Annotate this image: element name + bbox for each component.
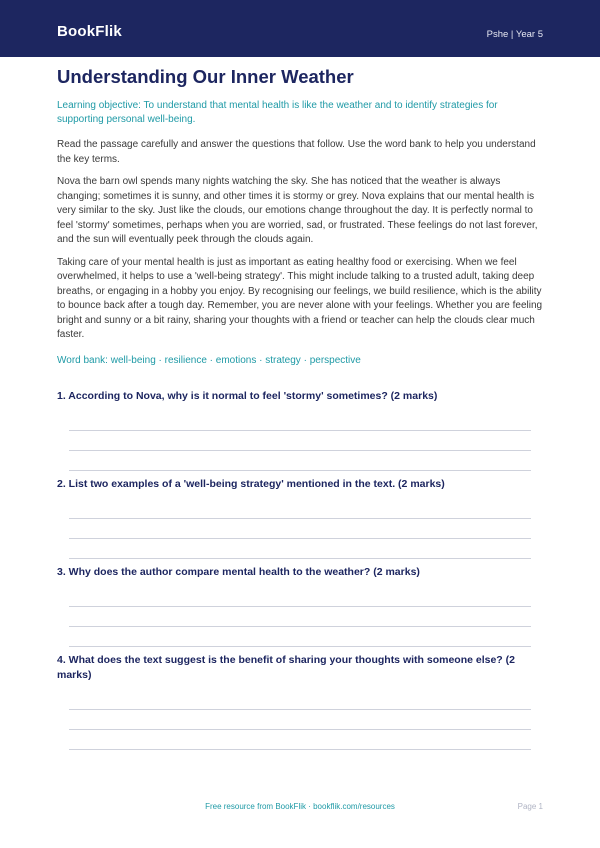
instructions: Read the passage carefully and answer the questions that follow. Use the word bank to help you understand the key terms.	[57, 139, 536, 165]
answer-line[interactable]	[69, 626, 531, 627]
answer-line[interactable]	[69, 538, 531, 539]
answer-line[interactable]	[69, 430, 531, 431]
subject-year-label: Pshe | Year 5	[486, 29, 543, 40]
word-bank: Word bank: well-being · resilience · emotions · strategy · perspective	[57, 354, 361, 366]
brand-logo: BookFlik	[57, 23, 122, 40]
question-3: 3. Why does the author compare mental health to the weather? (2 marks)	[57, 565, 420, 578]
passage-paragraph-2: Taking care of your mental health is just as important as eating healthy food or exercising. When we feel overwhelmed, it helps to use a 'well-being strategy'. This might include talking to a trusted adult, taking deep breaths, or engaging in a hobby you enjoy. By recognising our feelings, we build resilience, which is the ability to bounce back after a tough day. Remember, you are never alone with your feelings. Whether you are feeling bright and sunny or a bit rainy, sharing your thoughts with a friend or teacher can help the clouds clear much faster.	[57, 256, 543, 340]
page-number: Page 1	[517, 802, 543, 811]
answer-line[interactable]	[69, 450, 531, 451]
answer-line[interactable]	[69, 729, 531, 730]
answer-line[interactable]	[69, 606, 531, 607]
header-bar	[0, 0, 600, 57]
answer-line[interactable]	[69, 709, 531, 710]
answer-lines-1	[69, 430, 531, 471]
question-2: 2. List two examples of a 'well-being strategy' mentioned in the text. (2 marks)	[57, 477, 445, 490]
question-1: 1. According to Nova, why is it normal to feel 'stormy' sometimes? (2 marks)	[57, 389, 438, 402]
answer-line[interactable]	[69, 749, 531, 750]
passage-paragraph-1: Nova the barn owl spends many nights watching the sky. She has noticed that the weather is always changing; sometimes it is sunny, and other times it is stormy or grey. Nova explains that our mental health is very similar to the sky. Just like the clouds, our emotions change throughout the day. It is perfectly normal to feel 'stormy' sometimes, perhaps when you are worried, sad, or frustrated. These feelings do not last forever, and the sun will eventually peek through the clouds again.	[57, 176, 538, 245]
page-title: Understanding Our Inner Weather	[57, 66, 354, 87]
learning-objective: Learning objective: To understand that mental health is like the weather and to identify strategies for supporting personal well-being.	[57, 100, 498, 125]
answer-line[interactable]	[69, 470, 531, 471]
answer-lines-2	[69, 518, 531, 559]
answer-line[interactable]	[69, 646, 531, 647]
answer-line[interactable]	[69, 558, 531, 559]
footer-credit: Free resource from BookFlik · bookflik.com/resources	[205, 802, 395, 811]
question-4: 4. What does the text suggest is the benefit of sharing your thoughts with someone else? (2 marks)	[57, 653, 515, 681]
answer-lines-3	[69, 606, 531, 647]
worksheet-content	[57, 66, 543, 769]
answer-line[interactable]	[69, 518, 531, 519]
answer-lines-4	[69, 709, 531, 750]
